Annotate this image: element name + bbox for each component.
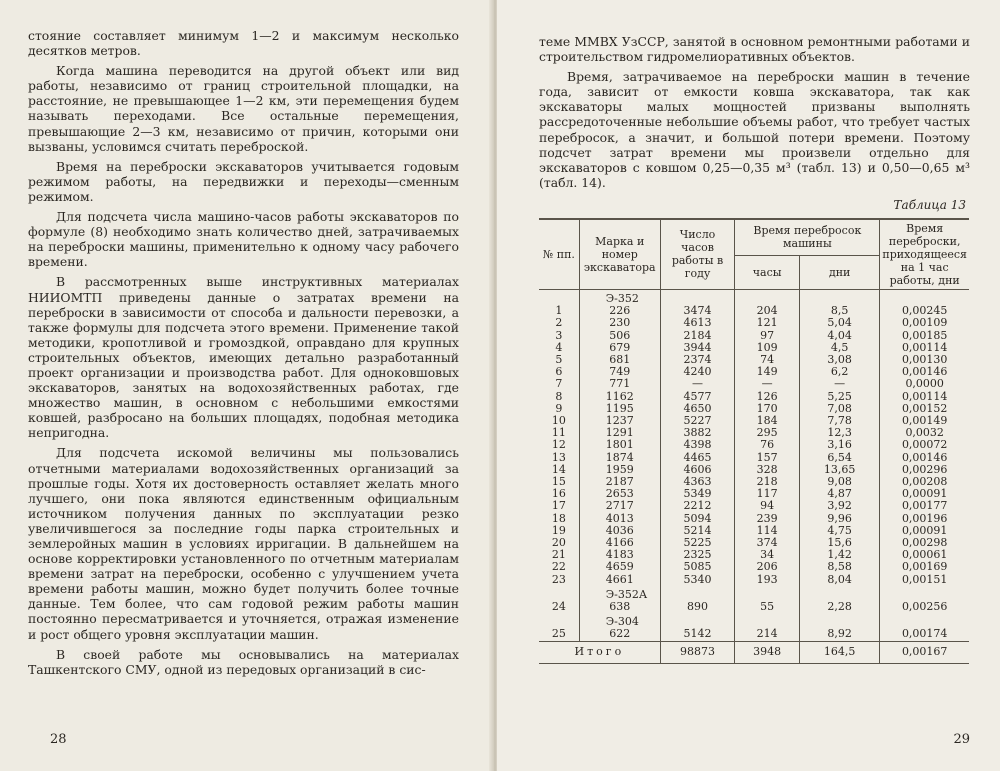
transfer-days: 4,5: [799, 342, 879, 354]
table-row: [539, 330, 969, 342]
group-label: Э-352: [579, 289, 660, 305]
per-hour-ratio: 0,00245: [880, 305, 969, 317]
page-number: 28: [50, 732, 67, 747]
transfer-hours: 239: [735, 513, 800, 525]
row-number: 15: [539, 476, 579, 488]
total-row: [539, 641, 969, 663]
table-cell: [735, 289, 800, 305]
transfer-days: 8,92: [799, 628, 879, 641]
row-number: 21: [539, 549, 579, 561]
machine-number: 230: [579, 317, 660, 329]
per-hour-ratio: 0,00177: [880, 500, 969, 512]
machine-number: 226: [579, 305, 660, 317]
machine-number: 1291: [579, 427, 660, 439]
table-row: [539, 500, 969, 512]
per-hour-ratio: 0,00149: [880, 415, 969, 427]
transfer-time-table: [539, 218, 969, 664]
total-transfer-days: 164,5: [799, 641, 879, 663]
work-hours: 3944: [660, 342, 735, 354]
header-transfer-days: дни: [799, 255, 879, 289]
row-number: 11: [539, 427, 579, 439]
work-hours: 5349: [660, 488, 735, 500]
transfer-hours: 117: [735, 488, 800, 500]
machine-number: 638: [579, 601, 660, 613]
per-hour-ratio: 0,00061: [880, 549, 969, 561]
group-row: [539, 586, 969, 601]
row-number: 18: [539, 513, 579, 525]
transfer-days: 6,2: [799, 366, 879, 378]
transfer-days: 9,96: [799, 513, 879, 525]
transfer-hours: 206: [735, 561, 800, 573]
row-number: 2: [539, 317, 579, 329]
transfer-hours: 74: [735, 354, 800, 366]
transfer-days: 12,3: [799, 427, 879, 439]
row-number: 20: [539, 537, 579, 549]
row-number: 24: [539, 601, 579, 613]
work-hours: 5142: [660, 628, 735, 641]
transfer-hours: 34: [735, 549, 800, 561]
transfer-hours: 76: [735, 439, 800, 451]
row-number: 4: [539, 342, 579, 354]
paragraph: теме ММВХ УзССР, занятой в основном ремонтными работами и строительством гидромелиоративных объектов.: [539, 34, 970, 65]
work-hours: 4606: [660, 464, 735, 476]
transfer-days: 15,6: [799, 537, 879, 549]
machine-number: 1237: [579, 415, 660, 427]
work-hours: 2212: [660, 500, 735, 512]
table-cell: [880, 586, 969, 601]
work-hours: 5227: [660, 415, 735, 427]
transfer-days: 5,25: [799, 391, 879, 403]
work-hours: 2325: [660, 549, 735, 561]
table-cell: [539, 613, 579, 628]
transfer-days: 4,75: [799, 525, 879, 537]
table-cell: [735, 586, 800, 601]
table-row: [539, 378, 969, 390]
per-hour-ratio: 0,00256: [880, 601, 969, 613]
per-hour-ratio: 0,00196: [880, 513, 969, 525]
transfer-hours: 204: [735, 305, 800, 317]
machine-number: 4013: [579, 513, 660, 525]
machine-number: 1162: [579, 391, 660, 403]
transfer-hours: —: [735, 378, 800, 390]
transfer-days: 4,87: [799, 488, 879, 500]
per-hour-ratio: 0,00072: [880, 439, 969, 451]
table-row: [539, 513, 969, 525]
machine-number: 1959: [579, 464, 660, 476]
per-hour-ratio: 0,00169: [880, 561, 969, 573]
left-page-text: [28, 28, 459, 677]
row-number: 6: [539, 366, 579, 378]
work-hours: 2374: [660, 354, 735, 366]
row-number: 16: [539, 488, 579, 500]
transfer-days: 7,78: [799, 415, 879, 427]
transfer-hours: 55: [735, 601, 800, 613]
transfer-hours: 170: [735, 403, 800, 415]
work-hours: —: [660, 378, 735, 390]
right-page-text: [539, 34, 970, 190]
per-hour-ratio: 0,00109: [880, 317, 969, 329]
transfer-days: 8,04: [799, 574, 879, 586]
table-row: [539, 561, 969, 573]
transfer-days: 2,28: [799, 601, 879, 613]
transfer-days: 3,08: [799, 354, 879, 366]
row-number: 10: [539, 415, 579, 427]
machine-number: 622: [579, 628, 660, 641]
machine-number: 4183: [579, 549, 660, 561]
transfer-days: 9,08: [799, 476, 879, 488]
row-number: 25: [539, 628, 579, 641]
machine-number: 1801: [579, 439, 660, 451]
per-hour-ratio: 0,00146: [880, 366, 969, 378]
row-number: 9: [539, 403, 579, 415]
total-label: Итого: [539, 641, 660, 663]
per-hour-ratio: 0,00130: [880, 354, 969, 366]
machine-number: 679: [579, 342, 660, 354]
transfer-days: 1,42: [799, 549, 879, 561]
transfer-hours: 149: [735, 366, 800, 378]
transfer-hours: 374: [735, 537, 800, 549]
table-row: [539, 452, 969, 464]
left-page: [0, 0, 493, 771]
machine-number: 2187: [579, 476, 660, 488]
per-hour-ratio: 0,00185: [880, 330, 969, 342]
per-hour-ratio: 0,00151: [880, 574, 969, 586]
table-caption: Таблица 13: [893, 197, 966, 212]
group-row: [539, 289, 969, 305]
transfer-days: 4,04: [799, 330, 879, 342]
right-page: [497, 0, 1000, 771]
total-ratio: 0,00167: [880, 641, 969, 663]
total-hours: 98873: [660, 641, 735, 663]
group-row: [539, 613, 969, 628]
transfer-days: 5,04: [799, 317, 879, 329]
paragraph: В своей работе мы основывались на материалах Ташкентского СМУ, одной из передовых организаций в сис-: [28, 646, 459, 677]
group-label: Э-352А: [579, 586, 660, 601]
transfer-hours: 157: [735, 452, 800, 464]
work-hours: 4613: [660, 317, 735, 329]
per-hour-ratio: 0,00091: [880, 525, 969, 537]
table-row: [539, 439, 969, 451]
page-number: 29: [953, 732, 970, 747]
header-model: Марка и номер экскаватора: [579, 219, 660, 290]
machine-number: 681: [579, 354, 660, 366]
header-transfer-time: Время перебросок машины: [735, 219, 880, 255]
transfer-days: 3,92: [799, 500, 879, 512]
work-hours: 4465: [660, 452, 735, 464]
work-hours: 4650: [660, 403, 735, 415]
table-row: [539, 317, 969, 329]
transfer-hours: 121: [735, 317, 800, 329]
paragraph: Время, затрачиваемое на переброски машин в течение года, зависит от емкости ковша экскаватора, так как экскаваторы малых мощностей призваны выполнять рассредоточенные небольшие объемы работ, что требует частых перебросок, а значит, и большой потери времени. Поэтому подсчет затрат времени мы произвели отдельно для экскаваторов с ковшом 0,25—0,35 м³ (табл. 13) и 0,50—0,65 м³ (табл. 14).: [539, 69, 970, 190]
paragraph: В рассмотренных выше инструктивных материалах НИИОМТП приведены данные о затратах времени на переброски в зависимости от способа и дальности перевозки, а также формулы для подсчета этого времени. Применение такой методики, кропотливой и громоздкой, оправдано для крупных строительных объектов, имеющих детально разработанный проект организации и производства работ. Для одноковшовых экскаваторов, занятых на водохозяйственных работах, где множество машин, в основном с небольшими емкостями ковшей, разбросано на больших площадях, подобная методика непригодна.: [28, 274, 459, 441]
machine-number: 749: [579, 366, 660, 378]
machine-number: 4661: [579, 574, 660, 586]
transfer-hours: 126: [735, 391, 800, 403]
machine-number: 4166: [579, 537, 660, 549]
table-cell: [660, 289, 735, 305]
work-hours: 4363: [660, 476, 735, 488]
transfer-days: 7,08: [799, 403, 879, 415]
transfer-hours: 214: [735, 628, 800, 641]
machine-number: 771: [579, 378, 660, 390]
header-no: № пп.: [539, 219, 579, 290]
machine-number: 4659: [579, 561, 660, 573]
table-row: [539, 628, 969, 641]
table-cell: [799, 613, 879, 628]
work-hours: 3882: [660, 427, 735, 439]
per-hour-ratio: 0,00208: [880, 476, 969, 488]
transfer-hours: 94: [735, 500, 800, 512]
total-transfer-hours: 3948: [735, 641, 800, 663]
work-hours: 890: [660, 601, 735, 613]
header-per-hour: Время переброски, приходящееся на 1 час работы, дни: [880, 219, 969, 290]
group-label: Э-304: [579, 613, 660, 628]
machine-number: 1874: [579, 452, 660, 464]
transfer-hours: 218: [735, 476, 800, 488]
machine-number: 2653: [579, 488, 660, 500]
transfer-hours: 184: [735, 415, 800, 427]
work-hours: 4240: [660, 366, 735, 378]
table-cell: [539, 289, 579, 305]
transfer-days: 13,65: [799, 464, 879, 476]
work-hours: 2184: [660, 330, 735, 342]
transfer-days: 3,16: [799, 439, 879, 451]
transfer-hours: 114: [735, 525, 800, 537]
row-number: 1: [539, 305, 579, 317]
table-row: [539, 574, 969, 586]
machine-number: 506: [579, 330, 660, 342]
row-number: 19: [539, 525, 579, 537]
transfer-days: 8,5: [799, 305, 879, 317]
paragraph: Для подсчета числа машино-часов работы экскаваторов по формуле (8) необходимо знать количество дней, затрачиваемых на переброски машины, применительно к одному часу рабочего времени.: [28, 209, 459, 270]
table-row: [539, 601, 969, 613]
row-number: 7: [539, 378, 579, 390]
table-cell: [880, 613, 969, 628]
row-number: 12: [539, 439, 579, 451]
paragraph: Для подсчета искомой величины мы пользовались отчетными материалами водохозяйственных организаций за прошлые годы. Хотя их достоверность оставляет желать много лучшего, они пока являются единственным официальным источником получения данных по эксплуатации резко увеличившегося за последние годы парка строительных и землеройных машин в условиях ирригации. В дальнейшем на основе корректировки установленного по отчетным материалам времени затрат на переброски, особенно с улучшением учета времени работы машин, можно будет получить более точные данные. Тем более, что сам годовой режим работы машин постоянно пересматривается и уточняется, отражая изменение и рост общего уровня эксплуатации машин.: [28, 445, 459, 642]
row-number: 23: [539, 574, 579, 586]
paragraph: Время на переброски экскаваторов учитывается годовым режимом работы, на передвижки и переходы—сменным режимом.: [28, 158, 459, 204]
work-hours: 5085: [660, 561, 735, 573]
per-hour-ratio: 0,00114: [880, 391, 969, 403]
work-hours: 5225: [660, 537, 735, 549]
table-cell: [660, 586, 735, 601]
transfer-hours: 193: [735, 574, 800, 586]
table-cell: [799, 289, 879, 305]
work-hours: 4577: [660, 391, 735, 403]
table-cell: [799, 586, 879, 601]
row-number: 13: [539, 452, 579, 464]
transfer-hours: 328: [735, 464, 800, 476]
table-cell: [880, 289, 969, 305]
transfer-hours: 295: [735, 427, 800, 439]
row-number: 8: [539, 391, 579, 403]
transfer-hours: 97: [735, 330, 800, 342]
work-hours: 5214: [660, 525, 735, 537]
table-cell: [539, 586, 579, 601]
transfer-hours: 109: [735, 342, 800, 354]
work-hours: 4398: [660, 439, 735, 451]
work-hours: 3474: [660, 305, 735, 317]
per-hour-ratio: 0,00091: [880, 488, 969, 500]
per-hour-ratio: 0,0032: [880, 427, 969, 439]
row-number: 5: [539, 354, 579, 366]
table-row: [539, 391, 969, 403]
per-hour-ratio: 0,00114: [880, 342, 969, 354]
transfer-days: 8,58: [799, 561, 879, 573]
per-hour-ratio: 0,00296: [880, 464, 969, 476]
paragraph: стояние составляет минимум 1—2 и максимум несколько десятков метров.: [28, 28, 459, 59]
table-body: [539, 289, 969, 663]
header-hours: Число часов работы в году: [660, 219, 735, 290]
per-hour-ratio: 0,0000: [880, 378, 969, 390]
per-hour-ratio: 0,00298: [880, 537, 969, 549]
row-number: 3: [539, 330, 579, 342]
machine-number: 1195: [579, 403, 660, 415]
machine-number: 4036: [579, 525, 660, 537]
row-number: 17: [539, 500, 579, 512]
header-transfer-hours: часы: [735, 255, 800, 289]
transfer-days: —: [799, 378, 879, 390]
work-hours: 5094: [660, 513, 735, 525]
row-number: 14: [539, 464, 579, 476]
row-number: 22: [539, 561, 579, 573]
table-cell: [735, 613, 800, 628]
machine-number: 2717: [579, 500, 660, 512]
paragraph: Когда машина переводится на другой объект или вид работы, независимо от границ строительной площадки, на расстояние, не превышающее 1—2 км, эти перемещения будем называть переходами. Все остальные перемещения, превышающие 2—3 км, независимо от причин, которыми они вызваны, условимся считать переброской.: [28, 63, 459, 154]
per-hour-ratio: 0,00174: [880, 628, 969, 641]
per-hour-ratio: 0,00152: [880, 403, 969, 415]
transfer-days: 6,54: [799, 452, 879, 464]
work-hours: 5340: [660, 574, 735, 586]
per-hour-ratio: 0,00146: [880, 452, 969, 464]
table-cell: [660, 613, 735, 628]
